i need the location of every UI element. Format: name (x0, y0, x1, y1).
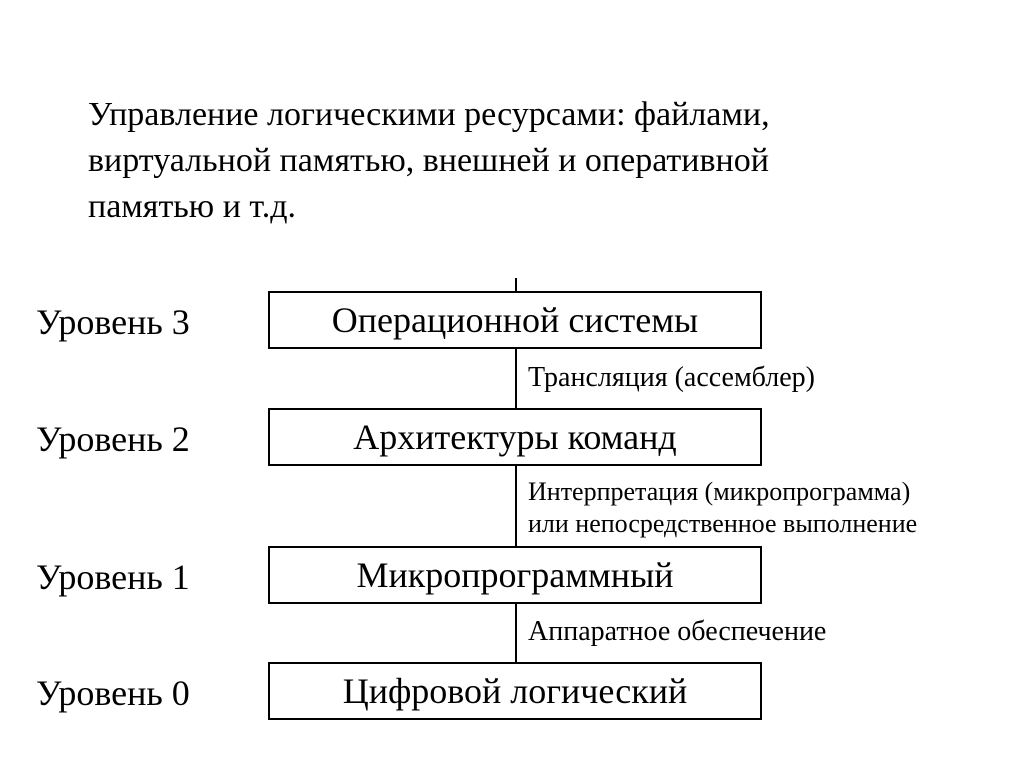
transition-2-1-line-1: Интерпретация (микропрограмма) (528, 477, 911, 506)
level-box-0-text: Цифровой логический (342, 671, 688, 711)
level-box-2-text: Архитектуры команд (353, 417, 677, 457)
level-label-2: Уровень 2 (36, 419, 190, 459)
intro-line-3: памятью и т.д. (88, 188, 297, 225)
level-box-1 (268, 546, 762, 604)
level-box-2 (268, 408, 762, 466)
intro-text (88, 92, 948, 230)
connector-top (515, 278, 517, 292)
transition-label-3-2 (528, 361, 815, 395)
connector-1-0 (515, 602, 517, 662)
connector-2-1 (515, 464, 517, 546)
transition-3-2-line-1: Трансляция (ассемблер) (528, 362, 815, 393)
connector-3-2 (515, 348, 517, 408)
level-label-1: Уровень 1 (36, 557, 190, 597)
transition-2-1-line-2: или непосредственное выполнение (528, 509, 918, 538)
intro-line-2: виртуальной памятью, внешней и оперативной (88, 142, 769, 179)
level-box-1-text: Микропрограммный (356, 555, 674, 595)
intro-line-1: Управление логическими ресурсами: файлами, (88, 96, 770, 133)
level-box-3 (268, 291, 762, 349)
level-box-0 (268, 662, 762, 720)
level-box-3-text: Операционной системы (331, 300, 699, 340)
transition-label-1-0 (528, 615, 826, 649)
transition-1-0-line-1: Аппаратное обеспечение (528, 616, 827, 647)
level-label-0: Уровень 0 (36, 673, 190, 713)
transition-label-2-1 (528, 476, 917, 540)
level-label-3: Уровень 3 (36, 302, 190, 342)
